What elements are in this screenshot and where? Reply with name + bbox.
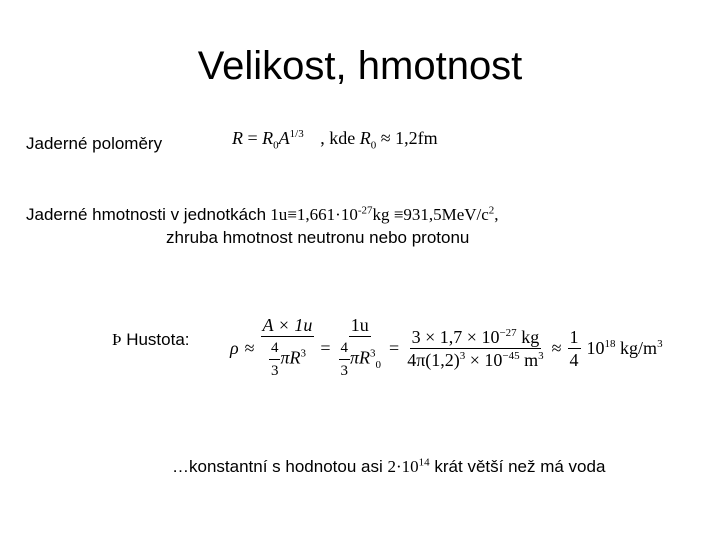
density-rho: ρ xyxy=(230,337,239,358)
density-tail-exp: 18 xyxy=(604,337,616,350)
footer-line xyxy=(172,457,605,477)
density-frac-3-den-wrap xyxy=(405,349,545,371)
density-frac-1-den-a: 4 xyxy=(269,337,281,360)
mass-times-1: · xyxy=(335,205,341,224)
density-frac-3-den: 4π(1,2) xyxy=(407,349,460,370)
mass-subline: zhruba hmotnost neutronu nebo protonu xyxy=(166,228,470,247)
density-frac-3-num-unit: kg xyxy=(516,326,540,347)
density-frac-4-den: 4 xyxy=(569,349,579,370)
density-frac-4-num: 1 xyxy=(569,326,579,347)
density-frac-3-den-unit: m xyxy=(519,349,539,370)
footer-val-1: 2 xyxy=(387,457,396,476)
radius-label: Jaderné poloměry xyxy=(26,134,163,153)
mass-unit-5: 931,5MeV/c xyxy=(403,205,489,224)
density-frac-3-num: 3 × 1,7 × 10 xyxy=(411,326,500,347)
radius-value: 1,2fm xyxy=(395,128,438,148)
mass-unit-4: kg xyxy=(372,205,394,224)
density-frac-2-den xyxy=(337,337,384,382)
density-frac-1 xyxy=(261,314,315,382)
density-frac-3-num-exp: −27 xyxy=(499,326,517,339)
radius-formula-r0: R xyxy=(262,128,274,148)
density-frac-2-den-a: 4 xyxy=(339,337,351,360)
density-eq-2: = xyxy=(389,337,400,358)
radius-formula-r: R xyxy=(232,128,243,148)
density-frac-3-num-wrap xyxy=(410,326,542,349)
bullet-icon: Þ xyxy=(112,330,122,349)
density-label: Hustota: xyxy=(126,330,190,349)
density-frac-1-num: A × 1u xyxy=(262,315,313,335)
density-frac-2 xyxy=(337,314,384,382)
density-frac-1-den-b: 3 xyxy=(270,363,279,379)
mass-unit-3: 10 xyxy=(340,205,358,224)
mass-equiv-1: ≡ xyxy=(287,205,297,224)
density-tail xyxy=(587,338,663,359)
density-frac-3-den-mid: × 10 xyxy=(465,349,503,370)
mass-unit-6: , xyxy=(494,205,499,224)
radius-formula-exp: 1/3 xyxy=(289,128,304,140)
mass-unit-exp2: 2 xyxy=(488,204,495,217)
density-frac-2-den-small xyxy=(339,337,351,382)
mass-unit-2: 1,661 xyxy=(296,205,336,224)
density-frac-1-den xyxy=(267,337,308,382)
density-unit-exp: 3 xyxy=(657,337,663,350)
footer-text-2: krát větší než má voda xyxy=(429,457,606,476)
density-frac-3-den-unit-exp: 3 xyxy=(538,349,544,362)
mass-unit-exp: -27 xyxy=(357,204,373,217)
density-approx-2: ≈ xyxy=(551,337,562,358)
density-eq-1: = xyxy=(320,337,331,358)
density-frac-2-den-b: 3 xyxy=(340,363,349,379)
density-frac-1-den-c: πR xyxy=(280,347,301,368)
radius-formula xyxy=(232,128,438,152)
density-unit: kg/m xyxy=(615,337,658,358)
radius-kde-r0-sub: 0 xyxy=(370,139,377,152)
radius-kde: , kde xyxy=(320,128,356,148)
density-formula xyxy=(230,314,663,382)
density-label-line xyxy=(112,330,190,350)
radius-formula-r0-sub: 0 xyxy=(273,139,279,152)
footer-times: · xyxy=(395,457,402,476)
density-frac-2-num: 1u xyxy=(350,315,369,335)
footer-val-2: 10 xyxy=(401,457,419,476)
radius-formula-a: A xyxy=(278,128,290,148)
density-frac-3-den-exp2: −45 xyxy=(502,349,520,362)
density-approx-1: ≈ xyxy=(244,337,255,358)
density-frac-2-den-c-exp: 3 xyxy=(370,347,376,360)
density-frac-4 xyxy=(568,326,581,371)
mass-unit-1: 1u xyxy=(266,205,288,224)
density-tail-10: 10 xyxy=(586,337,605,358)
density-frac-3 xyxy=(405,326,545,371)
density-frac-1-den-c-exp: 3 xyxy=(300,347,306,360)
mass-label: Jaderné hmotnosti v jednotkách xyxy=(26,205,267,224)
density-frac-2-den-c-sub: 0 xyxy=(375,359,382,372)
density-frac-3-den-exp: 3 xyxy=(459,349,466,362)
radius-approx: ≈ xyxy=(380,128,391,148)
page-title: Velikost, hmotnost xyxy=(197,44,523,88)
mass-equiv-2: ≡ xyxy=(393,205,404,224)
footer-text-1: …konstantní s hodnotou asi xyxy=(172,457,388,476)
density-frac-2-den-c: πR xyxy=(350,347,371,368)
density-frac-1-den-small xyxy=(269,337,281,382)
mass-line xyxy=(26,205,499,225)
radius-kde-r0: R xyxy=(359,128,371,148)
footer-val-exp: 14 xyxy=(418,456,430,469)
radius-formula-eq: = xyxy=(247,128,258,148)
